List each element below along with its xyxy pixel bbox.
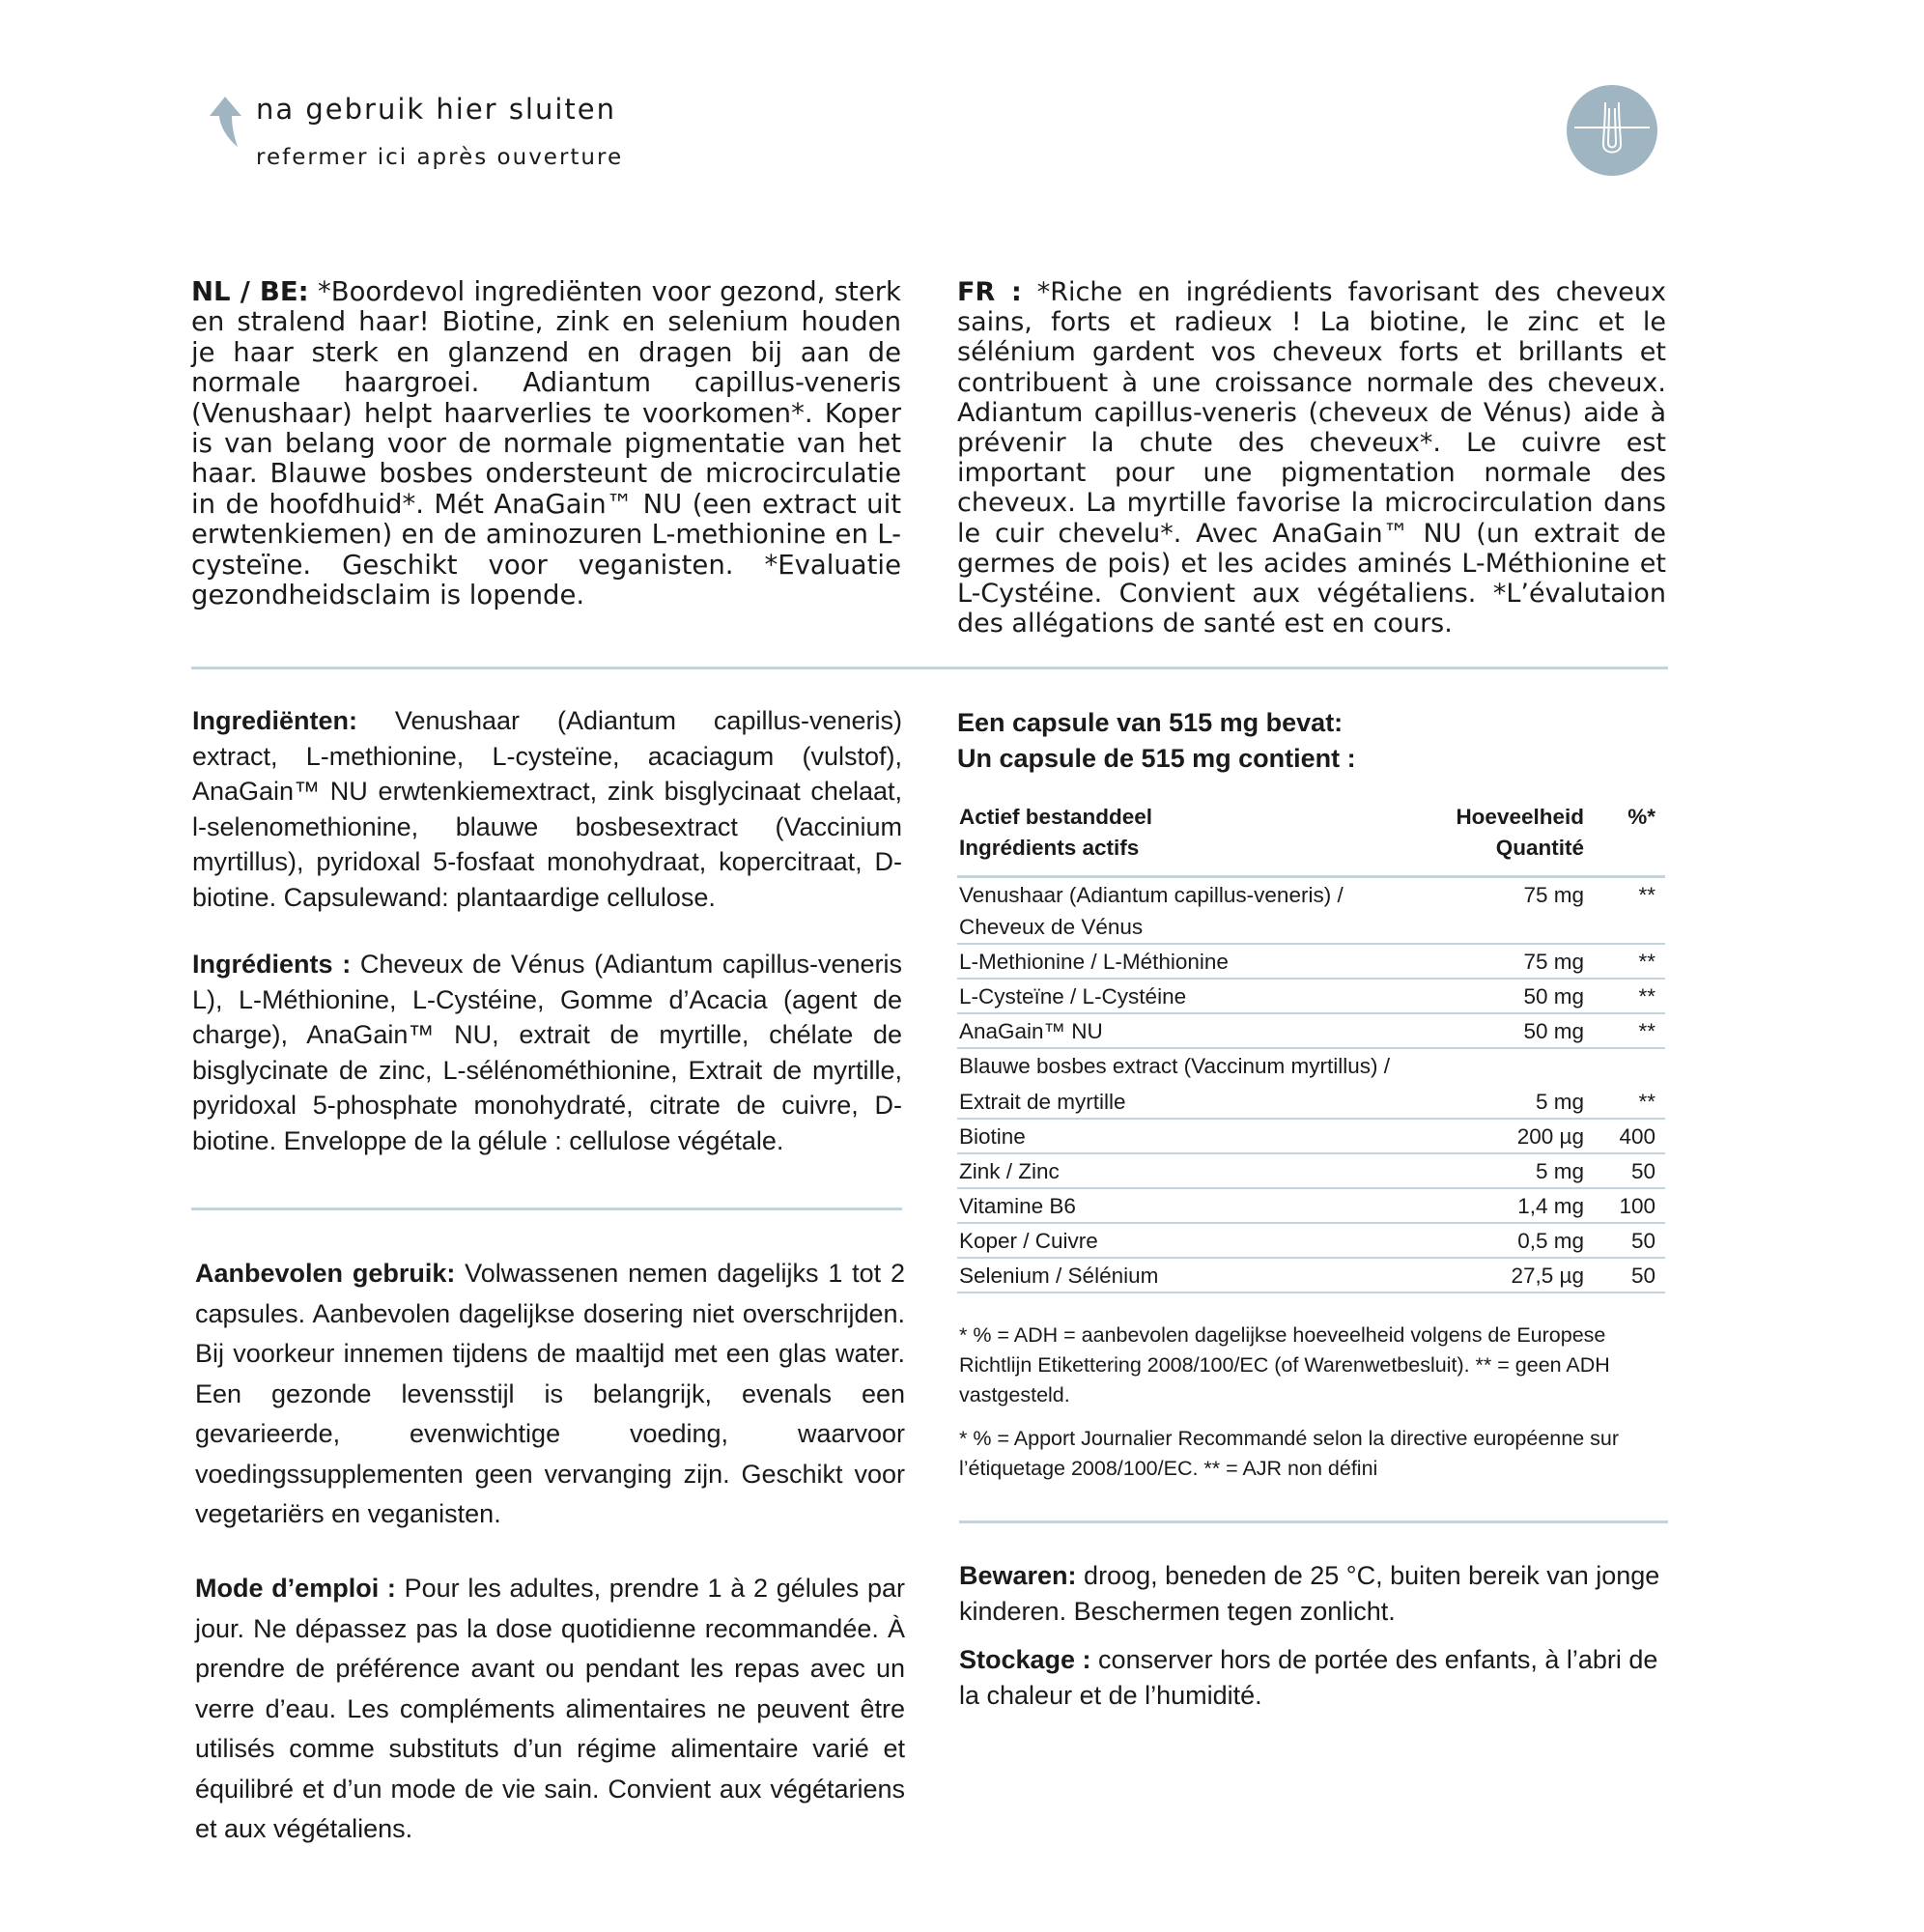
row-qty: 27,5 µg <box>1454 1258 1586 1293</box>
row-pct: ** <box>1586 944 1665 979</box>
row-name <box>957 1048 1454 1119</box>
table-row <box>957 979 1665 1013</box>
row-pct: 100 <box>1586 1188 1665 1223</box>
footnote-nl: * % = ADH = aanbevolen dagelijkse hoeveelheid volgens de Europese Richtlijn Etikettering 2008/100/EC (of Warenwetbesluit). ** = geen ADH vastgesteld. <box>959 1323 1610 1406</box>
ingredients-fr-text: Cheveux de Vénus (Adiantum capillus-veneris L), L-Méthionine, L-Cystéine, Gomme d’Acacia (agent de charge), AnaGain™ NU, extrait de myrtille, chélate de bisglycinate de zinc, L-sélénométhionine, Extrait de myrtille, pyridoxal 5-phosphate monohydraté, citrate de cuivre, D-biotine. Enveloppe de la gélule : cellulose végétale. <box>192 950 902 1155</box>
header-quantity-fr: Quantité <box>1495 836 1584 860</box>
row-pct: 400 <box>1586 1119 1665 1153</box>
storage-nl <box>959 1558 1667 1630</box>
divider-right <box>959 1520 1668 1523</box>
usage-nl-label: Aanbevolen gebruik: <box>195 1259 456 1288</box>
table-row <box>957 1258 1665 1293</box>
intro-nl-text: *Boordevol ingrediënten voor gezond, sterk en stralend haar! Biotine, zink en selenium houden je haar sterk en glanzend en dragen bij aan de normale haargroei. Adiantum capillus-veneris (Venushaar) helpt haarverlies te voorkomen*. Koper is van belang voor de normale pigmentatie van het haar. Blauwe bosbes ondersteunt de microcirculatie in de hoofdhuid*. Mét AnaGain™ NU (een extract uit erwtenkiemen) en de aminozuren L-methionine en L-cysteïne. Geschikt voor veganisten. *Evaluatie gezondheidsclaim is lopende. <box>191 276 901 611</box>
table-row <box>957 1048 1665 1119</box>
row-qty: 75 mg <box>1454 944 1586 979</box>
header-ingredient-nl: Actief bestanddeel <box>959 805 1153 829</box>
row-name: Koper / Cuivre <box>957 1223 1454 1258</box>
footnote-fr: * % = Apport Journalier Recommandé selon la directive européenne sur l’étiquetage 2008/100/EC. ** = AJR non défini <box>959 1427 1620 1480</box>
ingredients-nl <box>192 703 902 915</box>
table-header-row <box>957 802 1665 877</box>
row-name: Vitamine B6 <box>957 1188 1454 1223</box>
table-row <box>957 1119 1665 1153</box>
usage-fr-text: Pour les adultes, prendre 1 à 2 gélules par jour. Ne dépassez pas la dose quotidienne recommandée. À prendre de préférence avant ou pendant les repas avec un verre d’eau. Les compléments alimentaires ne peuvent être utilisés comme substituts d’un régime alimentaire varié et équilibré et d’un mode de vie sain. Convient aux végétariens et aux végétaliens. <box>195 1574 905 1843</box>
table-row <box>957 944 1665 979</box>
ingredients-fr-label: Ingrédients : <box>192 950 352 979</box>
row-pct: ** <box>1586 1013 1665 1048</box>
row-qty: 1,4 mg <box>1454 1188 1586 1223</box>
usage-nl <box>195 1254 905 1535</box>
intro-nl-label: NL / BE: <box>191 276 309 307</box>
usage-nl-text: Volwassenen nemen dagelijks 1 tot 2 capsules. Aanbevolen dagelijkse dosering niet overschrijden. Bij voorkeur innemen tijdens de maaltijd met een glas water. Een gezonde levensstijl is belangrijk, evenals een gevarieerde, evenwichtige voeding, waarvoor voedingssupplementen geen vervanging zijn. Geschikt voor vegetariërs en veganisten. <box>195 1259 905 1528</box>
header-quantity-nl: Hoeveelheid <box>1456 805 1584 829</box>
row-name-line2: Cheveux de Vénus <box>959 915 1144 939</box>
capsule-title-nl: Een capsule van 515 mg bevat: <box>957 708 1344 737</box>
row-name: Zink / Zinc <box>957 1153 1454 1188</box>
table-row <box>957 1013 1665 1048</box>
table-row <box>957 877 1665 945</box>
row-name-line1: Venushaar (Adiantum capillus-veneris) / <box>959 883 1344 907</box>
row-name: Selenium / Sélénium <box>957 1258 1454 1293</box>
storage-nl-text: droog, beneden de 25 °C, buiten bereik van jonge kinderen. Beschermen tegen zonlicht. <box>959 1561 1660 1626</box>
storage-fr-text: conserver hors de portée des enfants, à l’abri de la chaleur et de l’humidité. <box>959 1645 1658 1710</box>
curved-arrow-up-icon <box>207 95 243 149</box>
row-qty: 50 mg <box>1454 1013 1586 1048</box>
usage-fr <box>195 1569 905 1850</box>
divider-main <box>191 667 1668 669</box>
header-ingredient-fr: Ingrédients actifs <box>959 836 1140 860</box>
intro-fr-text: *Riche en ingrédients favorisant des cheveux sains, forts et radieux ! La biotine, le zinc et le sélénium gardent vos cheveux forts et brillants et contribuent à une croissance normale des cheveux. Adiantum capillus-veneris (cheveux de Vénus) aide à prévenir la chute des cheveux*. Le cuivre est important pour une pigmentation normale des cheveux. La myrtille favorise la microcirculation dans le cuir chevelu*. Avec AnaGain™ NU (un extrait de germes de pois) et les acides aminés L-Méthionine et L-Cystéine. Convient aux végétaliens. *L’évalutaion des allégations de santé est en cours. <box>957 277 1667 639</box>
row-qty: 5 mg <box>1454 1153 1586 1188</box>
storage-fr-label: Stockage : <box>959 1645 1091 1674</box>
hair-strand-icon <box>1567 85 1657 176</box>
storage-nl-label: Bewaren: <box>959 1561 1077 1590</box>
row-qty: 5 mg <box>1454 1048 1586 1119</box>
table-row <box>957 1188 1665 1223</box>
row-pct: 50 <box>1586 1258 1665 1293</box>
row-qty: 0,5 mg <box>1454 1223 1586 1258</box>
table-row <box>957 1223 1665 1258</box>
close-instruction-nl: na gebruik hier sluiten <box>256 93 617 126</box>
ingredients-fr <box>192 947 902 1158</box>
close-instruction-fr: refermer ici après ouverture <box>256 145 624 170</box>
row-qty: 50 mg <box>1454 979 1586 1013</box>
row-qty: 75 mg <box>1454 877 1586 945</box>
row-name: L-Cysteïne / L-Cystéine <box>957 979 1454 1013</box>
row-pct: 50 <box>1586 1223 1665 1258</box>
usage-fr-label: Mode d’emploi : <box>195 1574 396 1603</box>
table-row <box>957 1153 1665 1188</box>
row-pct: ** <box>1586 877 1665 945</box>
nutrition-table <box>957 802 1665 1293</box>
row-pct: ** <box>1586 979 1665 1013</box>
intro-nl <box>191 277 901 611</box>
row-name-line1: Blauwe bosbes extract (Vaccinum myrtillus) / <box>959 1054 1390 1078</box>
row-pct: ** <box>1586 1048 1665 1119</box>
storage-fr <box>959 1642 1667 1714</box>
row-pct: 50 <box>1586 1153 1665 1188</box>
row-name: L-Methionine / L-Méthionine <box>957 944 1454 979</box>
row-name: Biotine <box>957 1119 1454 1153</box>
header-percent: %* <box>1586 802 1665 877</box>
intro-fr-label: FR : <box>957 277 1022 307</box>
header-ingredient <box>957 802 1454 877</box>
capsule-title <box>957 705 1356 777</box>
row-qty: 200 µg <box>1454 1119 1586 1153</box>
row-name-line2: Extrait de myrtille <box>959 1090 1126 1114</box>
row-name: AnaGain™ NU <box>957 1013 1454 1048</box>
ingredients-nl-label: Ingrediënten: <box>192 706 358 735</box>
intro-fr <box>957 277 1666 639</box>
capsule-title-fr: Un capsule de 515 mg contient : <box>957 744 1356 773</box>
row-name <box>957 877 1454 945</box>
ingredients-nl-text: Venushaar (Adiantum capillus-veneris) extract, L-methionine, L-cysteïne, acaciagum (vulstof), AnaGain™ NU erwtenkiemextract, zink bisglycinaat chelaat, l-selenomethionine, blauwe bosbesextract (Vaccinium myrtillus), pyridoxal 5-fosfaat monohydraat, kopercitraat, D-biotine. Capsulewand: plantaardige cellulose. <box>192 706 902 912</box>
divider-left <box>191 1208 902 1210</box>
header-quantity <box>1454 802 1586 877</box>
